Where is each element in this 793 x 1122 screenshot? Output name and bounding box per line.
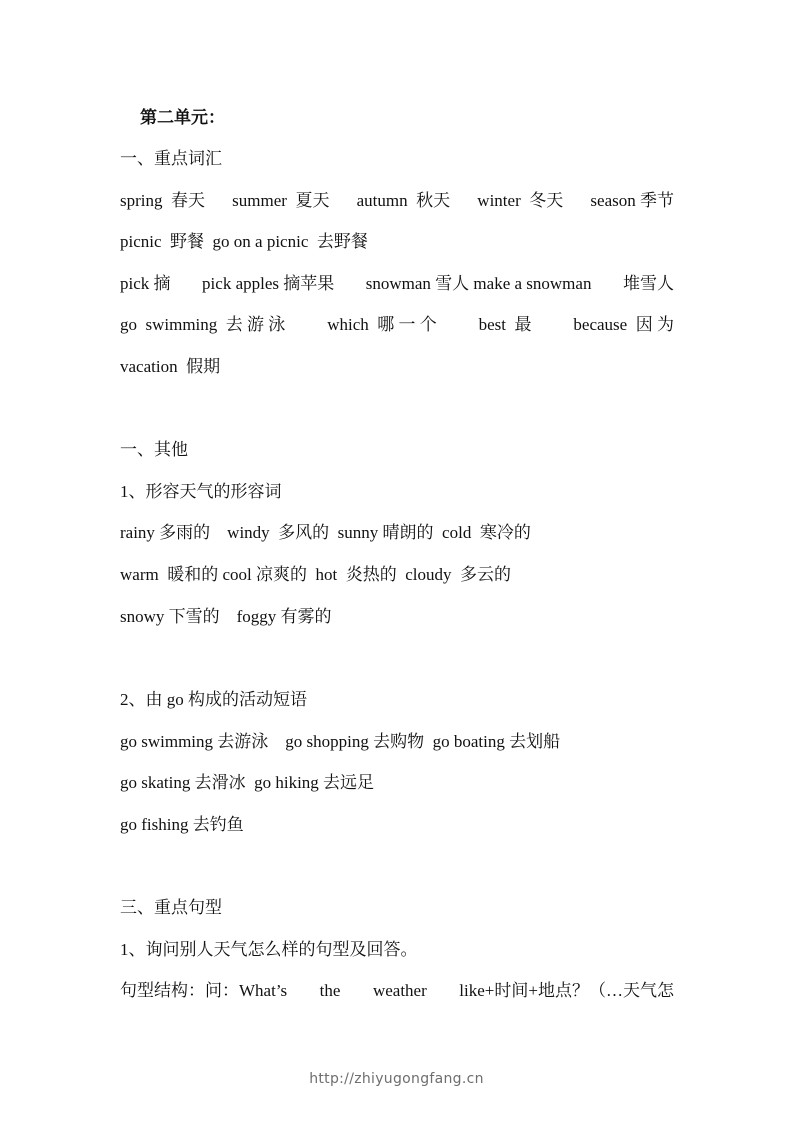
section-heading-other: 一、其他 [120,440,188,459]
vocab-item: autumn 秋天 [356,191,451,210]
pattern-part: weather [372,981,427,1000]
vocab-item: which 哪 一 个 [327,315,437,334]
vocab-item: winter 冬天 [477,191,564,210]
unit-title: 第二单元： [140,108,225,127]
vocab-line-2: picnic 野餐 go on a picnic 去野餐 [120,232,368,251]
vocab-item: pick 摘 [120,274,171,293]
vocab-item: summer 夏天 [232,191,330,210]
vocab-item: season 季节 [590,191,674,210]
weather-line-3: snowy 下雪的 foggy 有雾的 [120,607,332,626]
footer-url: http://zhiyugongfang.cn [309,1071,484,1087]
pattern-part: 句型结构：问：What’s [120,981,288,1000]
pattern-part: the [319,981,341,1000]
pattern-part: like+时间+地点？（…天气怎 [459,981,674,1000]
go-phrases-heading: 2、由 go 构成的活动短语 [120,690,307,709]
weather-line-1: rainy 多雨的 windy 多风的 sunny 晴朗的 cold 寒冷的 [120,523,531,542]
vocab-item: go swimming 去 游 泳 [120,315,286,334]
vocab-line-3 [120,273,674,295]
vocab-item: spring 春天 [120,191,205,210]
section-heading-sentence-patterns: 三、重点句型 [120,898,222,917]
vocab-item: 堆雪人 [622,274,674,293]
vocab-item: best 最 [478,315,532,334]
vocab-item: pick apples 摘苹果 [202,274,335,293]
vocab-item: snowman 雪人 make a snowman [365,274,592,293]
pattern-line [120,980,674,1002]
vocab-line-5: vacation 假期 [120,357,221,376]
go-phrases-line-3: go fishing 去钓鱼 [120,815,244,834]
pattern-heading: 1、询问别人天气怎么样的句型及回答。 [120,940,418,959]
go-phrases-line-1: go swimming 去游泳 go shopping 去购物 go boating 去划船 [120,732,561,751]
weather-adjectives-heading: 1、形容天气的形容词 [120,482,282,501]
weather-line-2: warm 暖和的 cool 凉爽的 hot 炎热的 cloudy 多云的 [120,565,511,584]
go-phrases-line-2: go skating 去滑冰 go hiking 去远足 [120,773,375,792]
vocab-line-4 [120,314,674,336]
section-heading-vocabulary: 一、重点词汇 [120,149,222,168]
vocab-item: because 因 为 [573,315,674,334]
vocab-line-1 [120,190,674,212]
